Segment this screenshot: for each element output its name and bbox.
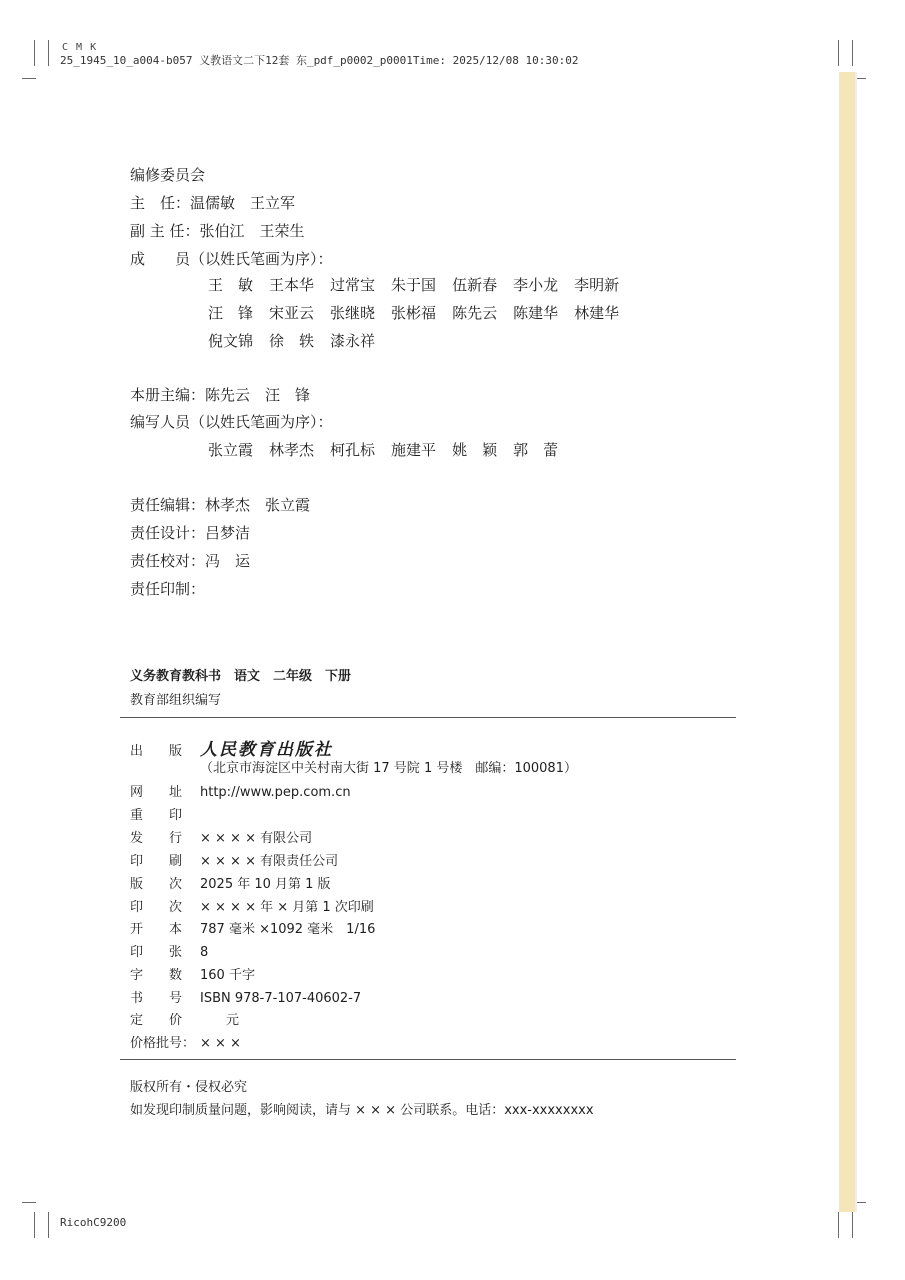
info-label: 开 本	[130, 922, 183, 937]
member-name: 陈先云	[452, 304, 498, 322]
deputy-label: 副 主 任：	[130, 222, 200, 240]
responsibility-row	[130, 494, 310, 515]
publisher-logo: 人民教育出版社	[200, 740, 333, 760]
member-name: 李明新	[574, 276, 620, 294]
member-name: 朱于国	[391, 276, 437, 294]
copyright-notice: 版权所有・侵权必究	[130, 1080, 248, 1095]
members-row	[208, 302, 635, 323]
info-row	[130, 781, 351, 800]
writer-name: 柯孔标	[330, 441, 376, 459]
info-value: 8	[200, 945, 209, 960]
info-value: × × × × 年 × 月第 1 次印刷	[200, 900, 374, 915]
member-name: 王本华	[269, 276, 315, 294]
volume-chief-names: 陈先云 汪 锋	[205, 386, 311, 404]
info-label: 重 印	[130, 808, 183, 823]
responsibility-label: 责任校对：	[130, 552, 206, 570]
info-label: 印 张	[130, 945, 183, 960]
responsibility-label: 责任印制：	[130, 580, 206, 598]
writer-name: 林孝杰	[269, 441, 315, 459]
writers-row	[208, 439, 574, 460]
member-name: 倪文锦	[208, 332, 254, 350]
writer-name: 施建平	[391, 441, 437, 459]
info-row	[130, 896, 374, 915]
writer-name: 姚 颖	[452, 441, 498, 459]
quality-contact-notice: 如发现印制质量问题，影响阅读，请与 × × × 公司联系。电话：xxx-xxxxxxxx	[130, 1103, 594, 1118]
member-name: 汪 锋	[208, 304, 254, 322]
member-name: 漆永祥	[330, 332, 376, 350]
responsibility-row	[130, 550, 250, 571]
crop-mark	[852, 1212, 853, 1238]
print-job-line: 25_1945_10_a004-b057 义教语文二下12套 东_pdf_p0002_p0001Time: 2025/12/08 10:30:02	[60, 54, 579, 67]
info-value: 787 毫米 ×1092 毫米 1/16	[200, 922, 376, 937]
info-value: 160 千字	[200, 968, 255, 983]
divider-rule	[120, 1059, 736, 1060]
info-row	[130, 987, 361, 1006]
info-label: 网 址	[130, 785, 183, 800]
info-label: 印 次	[130, 900, 183, 915]
publisher-label: 出 版	[130, 744, 183, 759]
crop-mark	[838, 40, 839, 66]
committee-deputy	[130, 220, 305, 241]
info-value: × × × × 有限责任公司	[200, 854, 339, 869]
compiled-by: 教育部组织编写	[130, 693, 222, 708]
info-row	[130, 873, 331, 892]
info-label: 发 行	[130, 831, 183, 846]
crop-mark	[34, 40, 35, 66]
info-label: 印 刷	[130, 854, 183, 869]
info-value: 2025 年 10 月第 1 版	[200, 877, 331, 892]
info-value: × × × × 有限公司	[200, 831, 313, 846]
members-row	[208, 274, 635, 295]
info-label: 价格批号：	[130, 1036, 196, 1051]
member-name: 张继晓	[330, 304, 376, 322]
director-names: 温儒敏 王立军	[190, 194, 296, 212]
responsibility-label: 责任设计：	[130, 524, 206, 542]
committee-director	[130, 192, 295, 213]
responsibility-value: 冯 运	[205, 552, 251, 570]
member-name: 宋亚云	[269, 304, 315, 322]
info-row	[130, 850, 338, 869]
member-name: 王 敏	[208, 276, 254, 294]
crop-mark	[48, 1212, 49, 1238]
info-row	[130, 1009, 239, 1028]
color-mark-label: C M K	[62, 42, 98, 53]
member-name: 徐 轶	[269, 332, 315, 350]
responsibility-row	[130, 578, 205, 599]
page-edge-strip	[839, 72, 855, 1212]
info-label: 定 价	[130, 1013, 183, 1028]
info-label: 字 数	[130, 968, 183, 983]
divider-rule	[120, 717, 736, 718]
members-label: 成 员（以姓氏笔画为序）：	[130, 250, 333, 268]
deputy-names: 张伯江 王荣生	[199, 222, 305, 240]
crop-mark	[34, 1212, 35, 1238]
info-row	[130, 941, 208, 960]
writers-label: 编写人员（以姓氏笔画为序）：	[130, 413, 333, 431]
publisher-address: （北京市海淀区中关村南大街 17 号院 1 号楼 邮编：100081）	[200, 761, 577, 776]
info-row	[130, 827, 312, 846]
responsibility-value: 林孝杰 张立霞	[205, 496, 311, 514]
member-name: 陈建华	[513, 304, 559, 322]
volume-chief	[130, 384, 310, 405]
info-row	[130, 1032, 241, 1051]
info-row	[130, 804, 200, 823]
members-row	[208, 330, 391, 351]
printer-id: RicohC9200	[60, 1216, 127, 1229]
member-name: 伍新春	[452, 276, 498, 294]
info-row	[130, 964, 255, 983]
member-name: 过常宝	[330, 276, 376, 294]
info-value: 元	[200, 1013, 240, 1028]
volume-chief-label: 本册主编：	[130, 386, 206, 404]
member-name: 林建华	[574, 304, 620, 322]
responsibility-label: 责任编辑：	[130, 496, 206, 514]
crop-mark	[838, 1212, 839, 1238]
info-row	[130, 918, 375, 937]
responsibility-value: 吕梦洁	[205, 524, 251, 542]
book-title: 义务教育教科书 语文 二年级 下册	[130, 669, 352, 684]
info-value: ISBN 978-7-107-40602-7	[200, 991, 362, 1006]
director-label: 主 任：	[130, 194, 191, 212]
info-label: 书 号	[130, 991, 183, 1006]
crop-mark	[48, 40, 49, 66]
member-name: 张彬福	[391, 304, 437, 322]
committee-title: 编修委员会	[130, 166, 206, 184]
info-value: http://www.pep.com.cn	[200, 785, 351, 800]
writer-name: 郭 蕾	[513, 441, 559, 459]
member-name: 李小龙	[513, 276, 559, 294]
crop-mark	[22, 78, 36, 79]
info-value: × × ×	[200, 1036, 241, 1051]
crop-mark	[852, 40, 853, 66]
crop-mark	[22, 1202, 36, 1203]
responsibility-row	[130, 522, 250, 543]
writer-name: 张立霞	[208, 441, 254, 459]
info-label: 版 次	[130, 877, 183, 892]
page-edge-shadow	[855, 72, 857, 1212]
